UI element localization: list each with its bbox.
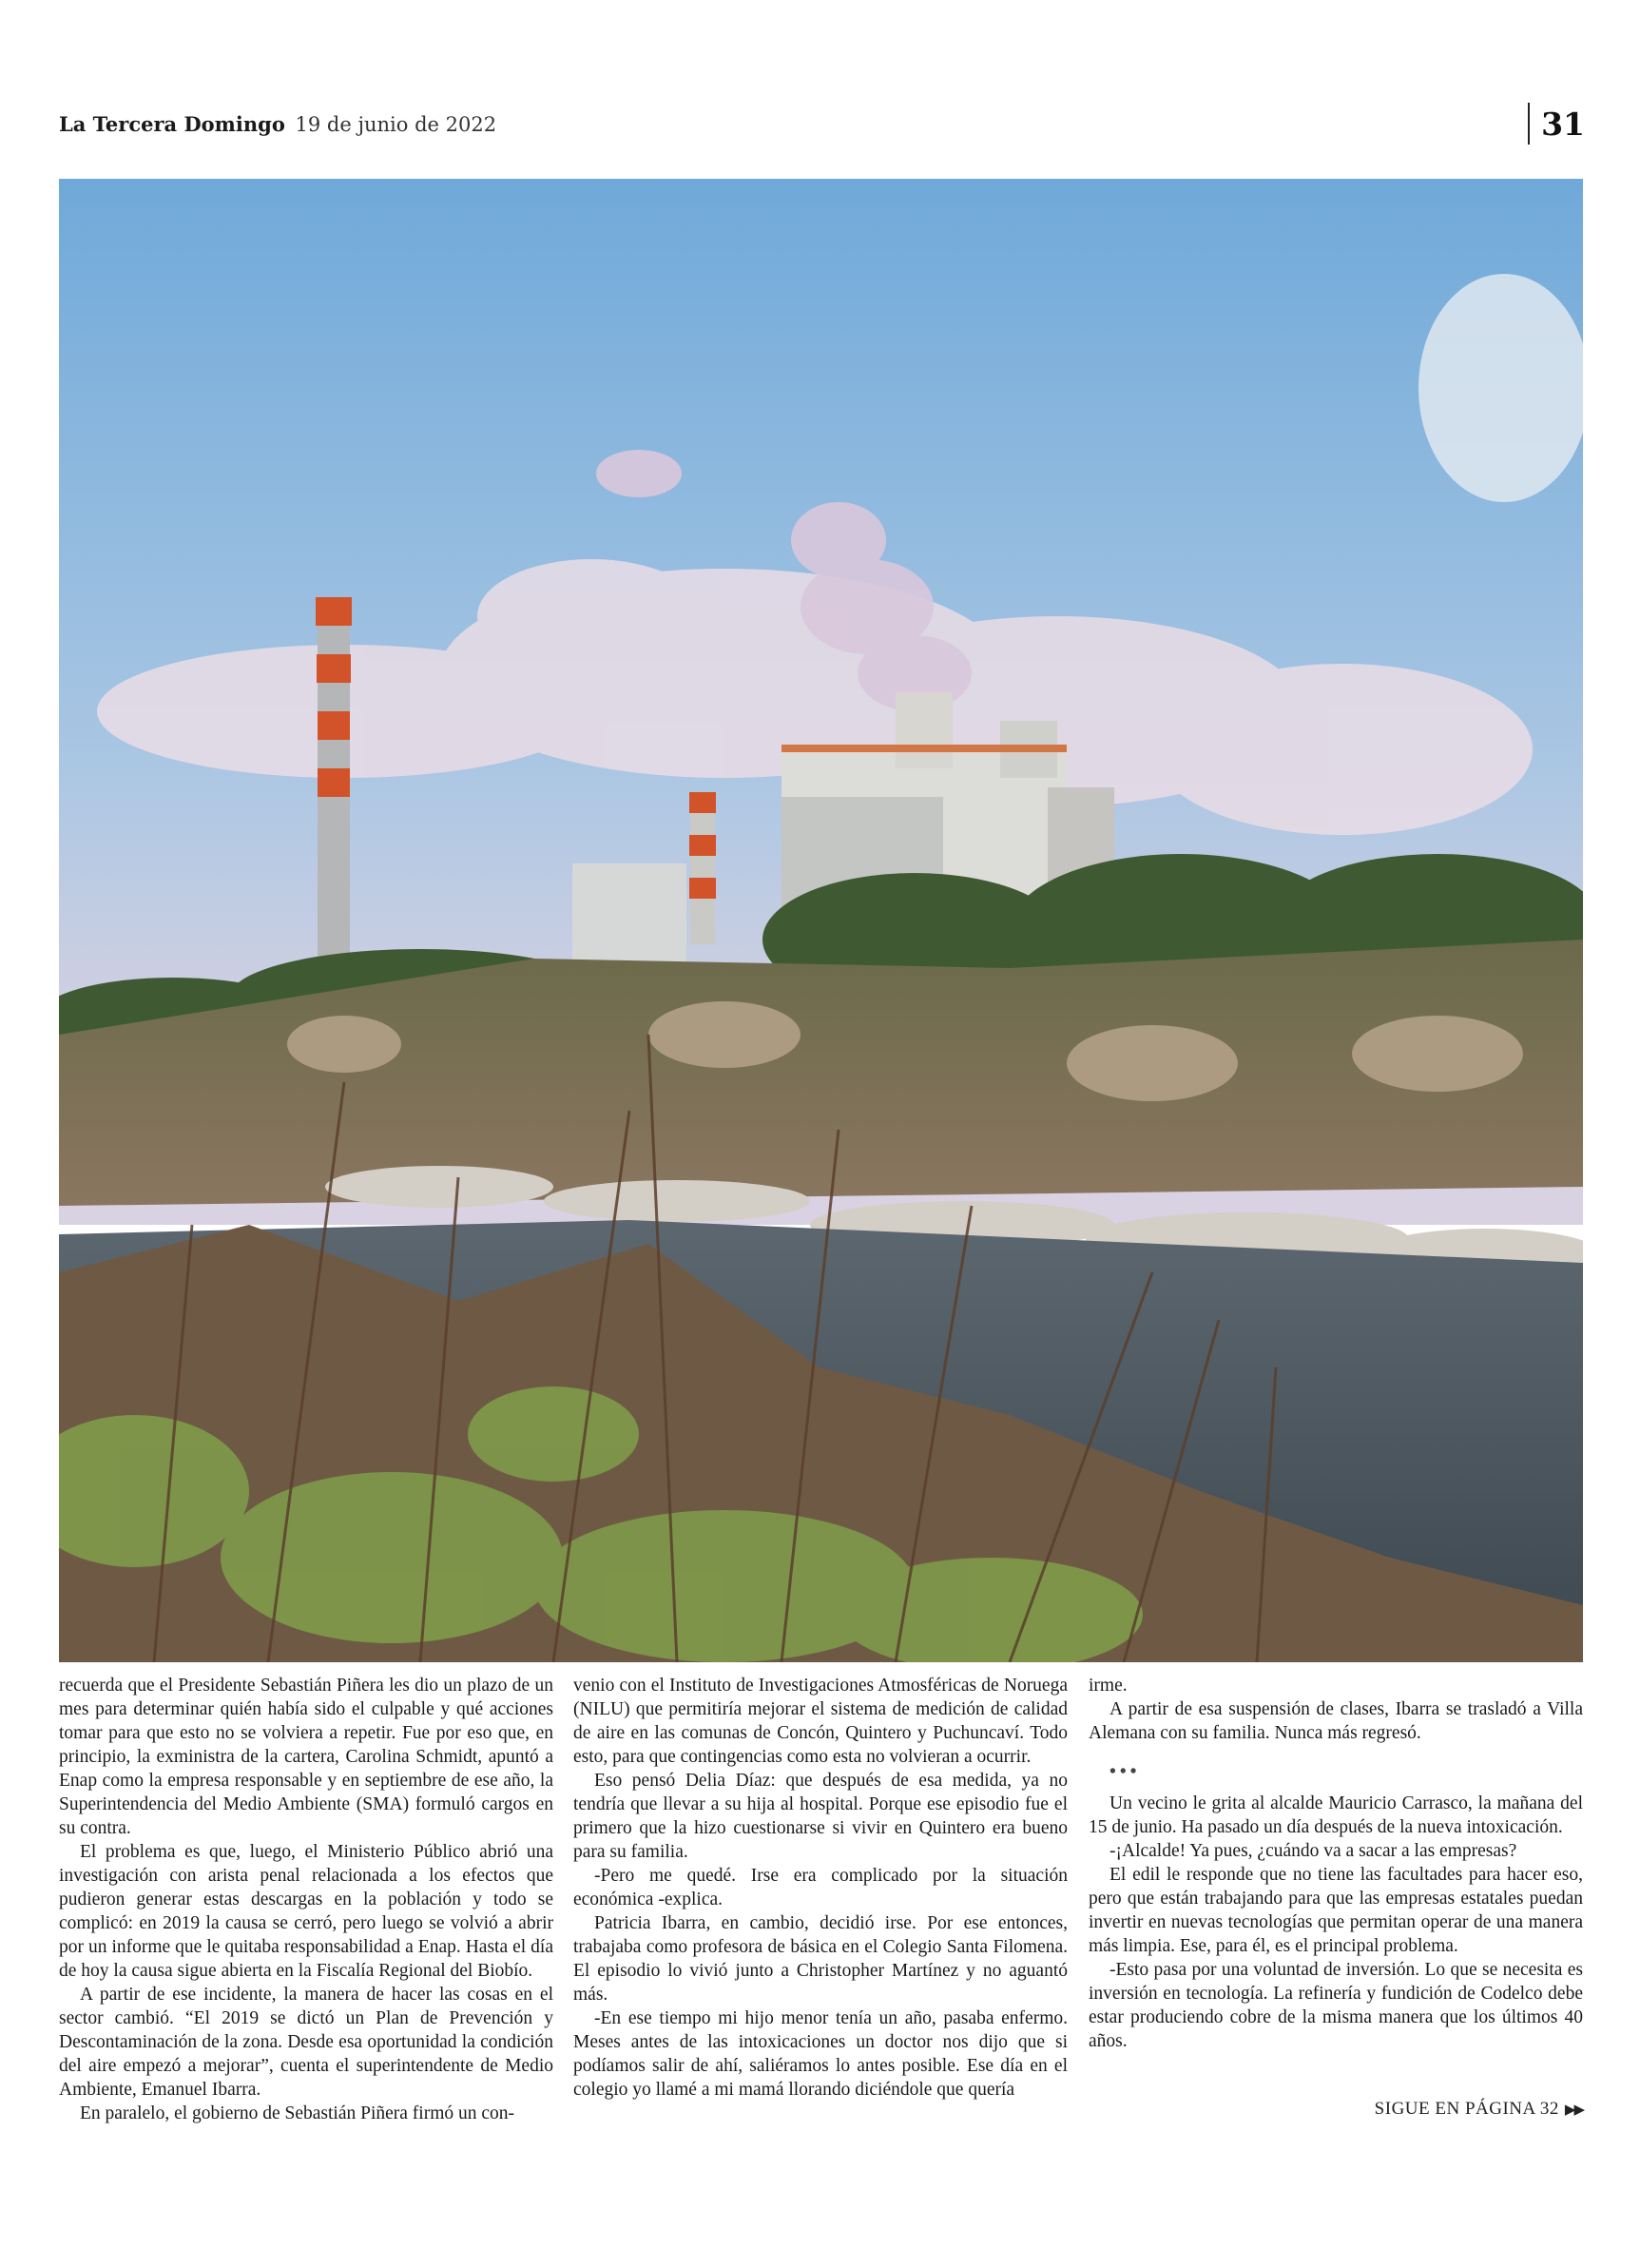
double-arrow-icon: ▶▶: [1564, 2102, 1583, 2118]
continue-on-page: [1375, 2099, 1583, 2120]
article-column-1: [59, 1674, 553, 2125]
paragraph: A partir de esa suspensión de clases, Ibarra se trasladó a Villa Alemana con su familia. Nunca más regresó.: [1089, 1699, 1583, 1743]
paragraph: El problema es que, luego, el Ministerio Público abrió una investigación con arista penal relacionada a los efectos que pudieron generar estas descargas en la población y todo se complicó: en 2019 la causa se cerró, pero luego se volvió a abrir por un informe que le quitaba responsabilidad a Enap. Hasta el día de hoy la causa sigue abierta en la Fiscalía Regional del Biobío.: [59, 1842, 553, 1981]
article-column-2: [573, 1674, 1068, 2102]
paragraph: recuerda que el Presidente Sebastián Piñera les dio un plazo de un mes para determinar quién había sido el culpable y qué acciones tomar para que esto no se volviera a repetir. Fue por eso que, en principio, la exministra de la cartera, Carolina Schmidt, apuntó a Enap como la empresa responsable y en septiembre de ese año, la Superintendencia del Medio Ambiente (SMA) formuló cargos en su contra.: [59, 1676, 553, 1838]
masthead: [59, 114, 496, 135]
paragraph: El edil le responde que no tiene las facultades para hacer eso, pero que están trabajando para que las empresas estatales puedan invertir en nuevas tecnologías que permitan operar de una manera más limpia. Ese, para él, es el principal problema.: [1089, 1865, 1583, 1956]
continue-label: SIGUE EN PÁGINA 32: [1374, 2099, 1559, 2119]
paragraph: Eso pensó Delia Díaz: que después de esa medida, ya no tendría que llevar a su hija al hospital. Porque ese episodio fue el primero que la hizo cuestionarse si vivir en Quintero era bueno para su familia.: [573, 1771, 1068, 1862]
paragraph: -En ese tiempo mi hijo menor tenía un año, pasaba enfermo. Meses antes de las intoxicaciones un doctor nos dijo que si podíamos salir de ahí, saliéramos lo antes posible. Ese día en el colegio yo llamé a mi mamá llorando diciéndole que quería: [573, 2008, 1068, 2100]
page-number: 31: [1528, 103, 1585, 145]
paragraph: En paralelo, el gobierno de Sebastián Piñera firmó un con-: [80, 2103, 515, 2123]
article-body: [59, 1674, 1583, 2149]
paragraph: irme.: [1089, 1676, 1128, 1696]
newspaper-name: La Tercera Domingo: [59, 112, 285, 136]
paragraph: -Esto pasa por una voluntad de inversión. Lo que se necesita es inversión en tecnología. La refinería y fundición de Codelco debe estar produciendo cobre de la misma manera que los últimos 40 años.: [1089, 1960, 1583, 2051]
chimney-short: [689, 792, 716, 944]
paragraph: Un vecino le grita al alcalde Mauricio Carrasco, la mañana del 15 de junio. Ha pasado un día después de la nueva intoxicación.: [1089, 1793, 1583, 1837]
paragraph: A partir de ese incidente, la manera de hacer las cosas en el sector cambió. “El 2019 se dictó un Plan de Prevención y Descontaminación de la zona. Desde esa oportunidad la condición del aire empezó a mejorar”, cuenta el superintendente de Medio Ambiente, Emanuel Ibarra.: [59, 1985, 553, 2100]
publication-date: 19 de junio de 2022: [295, 113, 497, 136]
industrial-plant-photo: [59, 179, 1583, 1662]
section-separator: •••: [1109, 1762, 1141, 1782]
paragraph: -¡Alcalde! Ya pues, ¿cuándo va a sacar a las empresas?: [1109, 1841, 1517, 1861]
paragraph: venio con el Instituto de Investigaciones Atmosféricas de Noruega (NILU) que permitiría mejorar el sistema de medición de calidad de aire en las comunas de Concón, Quintero y Puchuncaví. Todo esto, para que contingencias como esta no volvieran a ocurrir.: [573, 1676, 1068, 1767]
chimney-tall: [316, 597, 352, 978]
paragraph: -Pero me quedé. Irse era complicado por la situación económica -explica.: [573, 1866, 1068, 1909]
paragraph: Patricia Ibarra, en cambio, decidió irse. Por ese entonces, trabajaba como profesora de básica en el Colegio Santa Filomena. El episodio lo vivió junto a Christopher Martínez y no aguantó más.: [573, 1913, 1068, 2005]
article-column-3: [1089, 1674, 1583, 2053]
